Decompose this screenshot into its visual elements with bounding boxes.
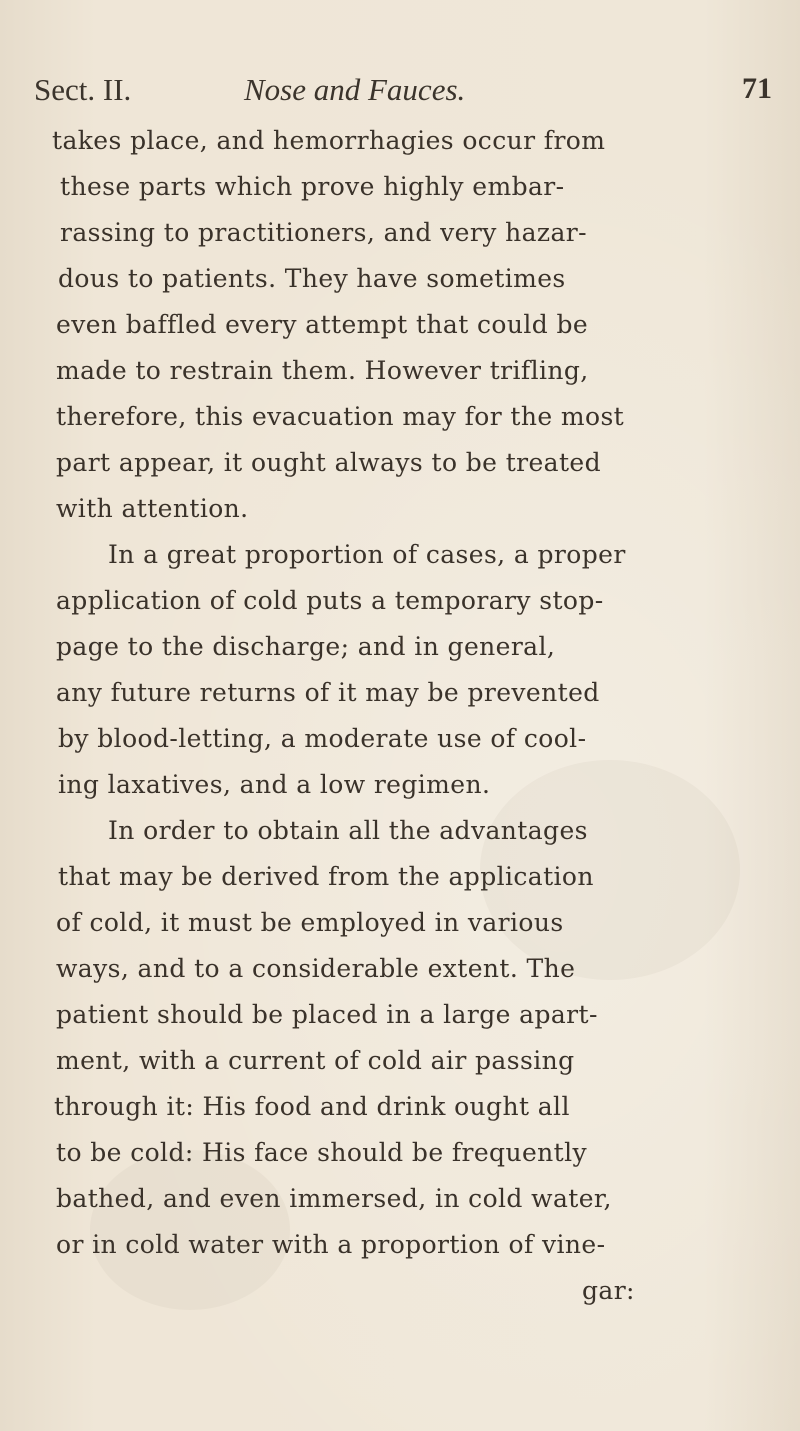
text-line: ways, and to a considerable extent. The [56,954,576,983]
text-line: In order to obtain all the advantages [108,816,588,845]
text-line: with attention. [56,494,249,523]
text-line: ment, with a current of cold air passing [56,1046,575,1075]
section-label: Sect. II. [34,72,132,107]
text-line: that may be derived from the application [58,862,594,891]
text-line: takes place, and hemorrhagies occur from [52,126,606,155]
text-line: dous to patients. They have sometimes [58,264,566,293]
running-title: Nose and Fauces. [244,72,466,107]
text-line: application of cold puts a temporary stop- [56,586,604,615]
catchword: gar: [582,1276,635,1305]
running-header [34,72,774,116]
text-line: page to the discharge; and in general, [56,632,556,661]
text-line: through it: His food and drink ought all [54,1092,570,1121]
text-line: made to restrain them. However trifling, [56,356,589,385]
text-line: even baffled every attempt that could be [56,310,589,339]
text-line: patient should be placed in a large apart- [56,1000,598,1029]
text-line: by blood-letting, a moderate use of cool- [58,724,587,753]
text-line: part appear, it ought always to be treated [56,448,602,477]
text-line: these parts which prove highly embar- [60,172,565,201]
page-number: 71 [742,72,772,105]
text-line: any future returns of it may be prevented [56,678,600,707]
text-line: therefore, this evacuation may for the most [56,402,625,431]
text-line: to be cold: His face should be frequently [56,1138,588,1167]
text-line: or in cold water with a proportion of vine- [56,1230,606,1259]
text-line: In a great proportion of cases, a proper [108,540,626,569]
text-line: ing laxatives, and a low regimen. [58,770,491,799]
text-line: bathed, and even immersed, in cold water, [56,1184,612,1213]
text-line: rassing to practitioners, and very hazar- [60,218,587,247]
text-line: of cold, it must be employed in various [56,908,564,937]
